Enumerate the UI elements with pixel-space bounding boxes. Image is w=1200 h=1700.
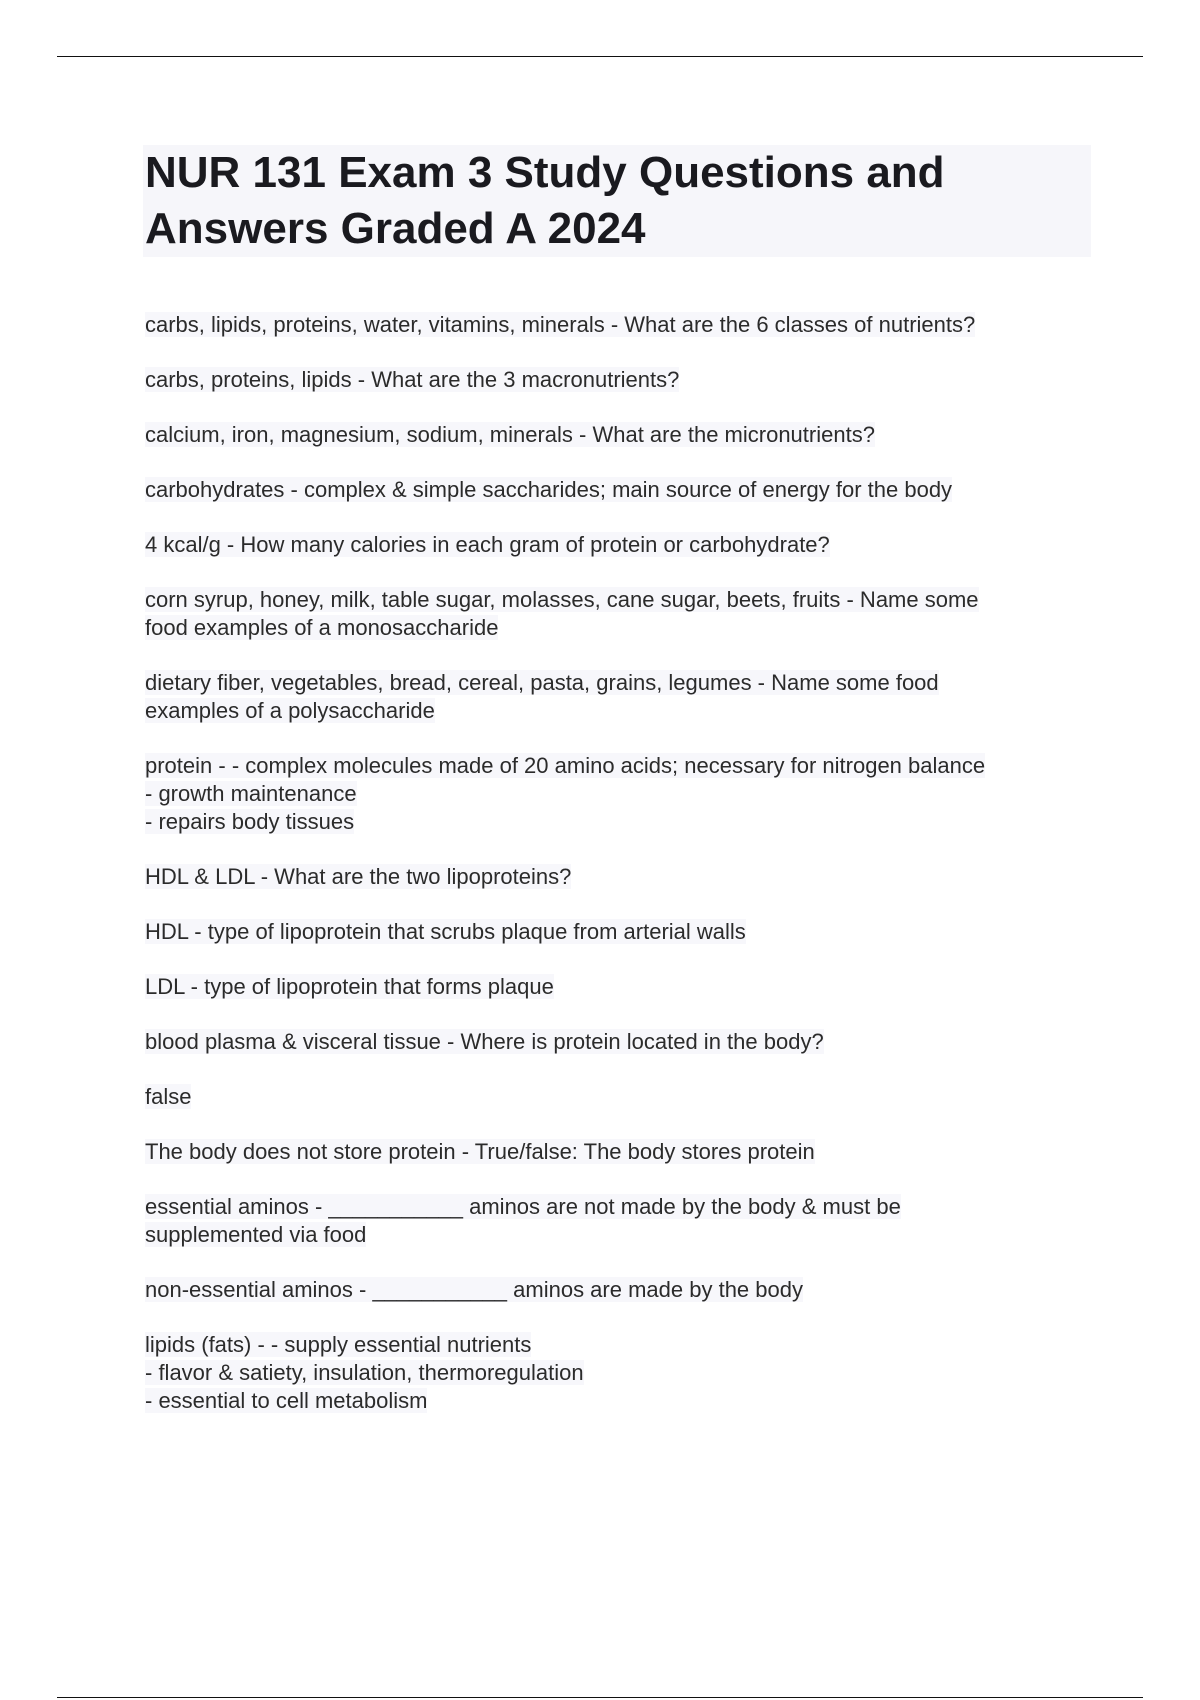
- qa-list: [145, 311, 1085, 1442]
- qa-text: calcium, iron, magnesium, sodium, minerals - What are the micronutrients?: [145, 422, 875, 447]
- qa-text: The body does not store protein - True/false: The body stores protein: [145, 1139, 815, 1164]
- qa-text: HDL - type of lipoprotein that scrubs plaque from arterial walls: [145, 919, 746, 944]
- qa-item: [145, 863, 1085, 891]
- qa-item: [145, 1193, 1085, 1249]
- qa-text: LDL - type of lipoprotein that forms plaque: [145, 974, 554, 999]
- qa-item: [145, 476, 1085, 504]
- document-title: NUR 131 Exam 3 Study Questions and Answers Graded A 2024: [145, 148, 945, 253]
- qa-text: non-essential aminos - ___________ aminos are made by the body: [145, 1277, 803, 1302]
- qa-item: [145, 531, 1085, 559]
- qa-item: [145, 918, 1085, 946]
- qa-item: [145, 421, 1085, 449]
- qa-text: blood plasma & visceral tissue - Where is protein located in the body?: [145, 1029, 824, 1054]
- qa-item: [145, 1276, 1085, 1304]
- qa-item: [145, 311, 1085, 339]
- qa-text: essential aminos - ___________ aminos are not made by the body & must be supplemented via food: [145, 1194, 901, 1247]
- bottom-rule: [57, 1697, 1143, 1698]
- qa-item: [145, 1138, 1085, 1166]
- top-rule: [57, 56, 1143, 57]
- qa-item: [145, 1331, 1085, 1415]
- qa-item: [145, 586, 1085, 642]
- title-box: [143, 145, 1091, 257]
- qa-text: carbohydrates - complex & simple saccharides; main source of energy for the body: [145, 477, 953, 502]
- qa-item: [145, 1083, 1085, 1111]
- qa-item: [145, 366, 1085, 394]
- qa-text: carbs, lipids, proteins, water, vitamins, minerals - What are the 6 classes of nutrients?: [145, 312, 976, 337]
- qa-item: [145, 669, 1085, 725]
- qa-item: [145, 1028, 1085, 1056]
- qa-text: carbs, proteins, lipids - What are the 3 macronutrients?: [145, 367, 680, 392]
- qa-item: [145, 973, 1085, 1001]
- qa-text: HDL & LDL - What are the two lipoproteins?: [145, 864, 572, 889]
- qa-text: false: [145, 1084, 192, 1109]
- qa-item: [145, 752, 1085, 836]
- qa-text: 4 kcal/g - How many calories in each gram of protein or carbohydrate?: [145, 532, 830, 557]
- qa-text: protein - - complex molecules made of 20 amino acids; necessary for nitrogen balance - growth maintenance - repairs body tissues: [145, 753, 986, 834]
- qa-text: dietary fiber, vegetables, bread, cereal, pasta, grains, legumes - Name some food examples of a polysaccharide: [145, 670, 939, 723]
- qa-text: corn syrup, honey, milk, table sugar, molasses, cane sugar, beets, fruits - Name some food examples of a monosaccharide: [145, 587, 979, 640]
- qa-text: lipids (fats) - - supply essential nutrients - flavor & satiety, insulation, thermoregulation - essential to cell metabolism: [145, 1332, 584, 1413]
